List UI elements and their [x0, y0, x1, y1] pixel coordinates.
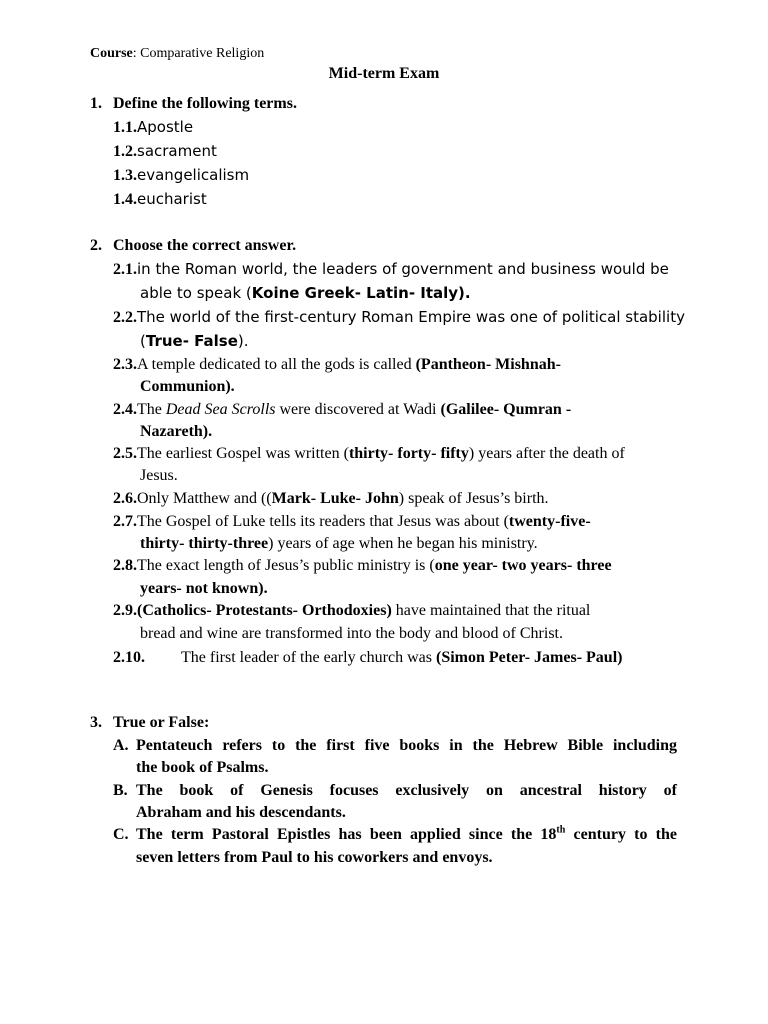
course-line — [90, 46, 264, 62]
answer-options: twenty-five- — [508, 513, 591, 530]
answer-options: Koine Greek- Latin- Italy). — [251, 284, 471, 302]
question-text: in the Roman world, the leaders of government and business would be — [137, 260, 669, 278]
tf-letter-a: A. — [113, 737, 129, 754]
answer-options-cont: Nazareth). — [140, 423, 213, 440]
question-2-2 — [113, 308, 685, 327]
term-item — [113, 166, 249, 185]
question-2-2-cont — [140, 332, 249, 351]
term-item — [113, 142, 217, 161]
term-item — [113, 190, 207, 209]
tf-statement-b: The book of Genesis focuses exclusively on ancestral history of — [136, 782, 677, 799]
question-text: The exact length of Jesus’s public ministry is ( — [137, 557, 435, 574]
question-2-4 — [113, 401, 571, 419]
question-text: The Gospel of Luke tells its readers that Jesus was about ( — [137, 513, 509, 530]
question-text: able to speak ( — [140, 284, 252, 302]
tf-statement-b-cont: Abraham and his descendants. — [136, 804, 346, 821]
question-number: 2.10. — [113, 649, 145, 666]
tf-statement-c — [136, 826, 677, 844]
answer-options: thirty- forty- fifty — [348, 445, 469, 462]
question-text: The — [137, 401, 166, 418]
answer-options-cont: Communion). — [140, 378, 235, 395]
question-2-9-cont: bread and wine are transformed into the body and blood of Christ. — [140, 625, 563, 642]
answer-options: thirty- thirty-three — [140, 535, 269, 552]
section1-heading: Define the following terms. — [113, 95, 297, 112]
term-number: 1.2. — [113, 143, 137, 160]
answer-options: (Pantheon- Mishnah- — [415, 356, 561, 373]
question-text: ( — [140, 332, 146, 350]
term-number: 1.1. — [113, 119, 137, 136]
tf-superscript: th — [556, 824, 566, 836]
section2-number: 2. — [90, 237, 102, 254]
question-2-1 — [113, 260, 669, 279]
tf-text: The term Pastoral Epistles has been applied since the 18 — [136, 826, 557, 843]
question-text: The earliest Gospel was written ( — [137, 445, 349, 462]
question-text: A temple dedicated to all the gods is called — [137, 356, 416, 373]
question-text: ) speak of Jesus’s birth. — [398, 490, 549, 507]
question-number: 2.5. — [113, 445, 137, 462]
question-number: 2.4. — [113, 401, 137, 418]
section3-heading: True or False: — [113, 714, 210, 731]
question-2-7 — [113, 513, 591, 531]
question-number: 2.9. — [113, 602, 137, 619]
question-2-10 — [113, 649, 145, 667]
page-title: Mid-term Exam — [328, 65, 440, 82]
question-number: 2.2. — [113, 309, 137, 326]
question-text: The world of the first-century Roman Empire was one of political stability — [137, 308, 685, 326]
question-text: were discovered at Wadi — [275, 401, 441, 418]
question-number: 2.8. — [113, 557, 137, 574]
tf-statement-a-cont: the book of Psalms. — [136, 759, 269, 776]
question-2-9 — [113, 602, 590, 620]
question-2-1-cont — [140, 284, 471, 303]
question-text: Only Matthew and (( — [137, 490, 272, 507]
question-text: ). — [237, 332, 249, 350]
question-2-3 — [113, 356, 561, 374]
question-number: 2.6. — [113, 490, 137, 507]
term-item — [113, 118, 193, 137]
answer-options: Mark- Luke- John — [271, 490, 399, 507]
answer-options: one year- two years- three — [434, 557, 612, 574]
answer-options: (Galilee- Qumran - — [440, 401, 572, 418]
term-number: 1.3. — [113, 167, 137, 184]
question-text-italic: Dead Sea Scrolls — [165, 401, 276, 418]
course-label: Course — [90, 46, 133, 61]
section3-number: 3. — [90, 714, 102, 731]
question-number: 2.3. — [113, 356, 137, 373]
question-2-8 — [113, 557, 612, 575]
question-text: ) years after the death of — [468, 445, 625, 462]
answer-options: (Catholics- Protestants- Orthodoxies) — [137, 602, 392, 619]
question-2-5 — [113, 445, 625, 463]
term-text: Apostle — [137, 118, 194, 136]
question-text: The first leader of the early church was — [181, 649, 436, 666]
answer-options: (Simon Peter- James- Paul) — [436, 649, 623, 666]
tf-letter-c: C. — [113, 826, 129, 843]
section1-number: 1. — [90, 95, 102, 112]
term-number: 1.4. — [113, 191, 137, 208]
answer-options: True- False — [145, 332, 238, 350]
tf-statement-a: Pentateuch refers to the first five books in the Hebrew Bible including — [136, 737, 677, 754]
question-2-5-cont: Jesus. — [140, 467, 178, 484]
section2-heading: Choose the correct answer. — [113, 237, 297, 254]
question-number: 2.1. — [113, 261, 137, 278]
tf-letter-b: B. — [113, 782, 128, 799]
question-2-10-text — [181, 649, 622, 667]
question-2-6 — [113, 490, 549, 508]
tf-text: century to the — [565, 826, 677, 843]
term-text: evangelicalism — [137, 166, 250, 184]
question-text: have maintained that the ritual — [391, 602, 591, 619]
course-value: : Comparative Religion — [132, 46, 265, 61]
question-number: 2.7. — [113, 513, 137, 530]
term-text: sacrament — [137, 142, 217, 160]
term-text: eucharist — [137, 190, 207, 208]
question-2-7-cont — [140, 535, 538, 553]
tf-statement-c-cont: seven letters from Paul to his coworkers and envoys. — [136, 849, 493, 866]
question-text: ) years of age when he began his ministry. — [268, 535, 538, 552]
answer-options-cont: years- not known). — [140, 580, 268, 597]
